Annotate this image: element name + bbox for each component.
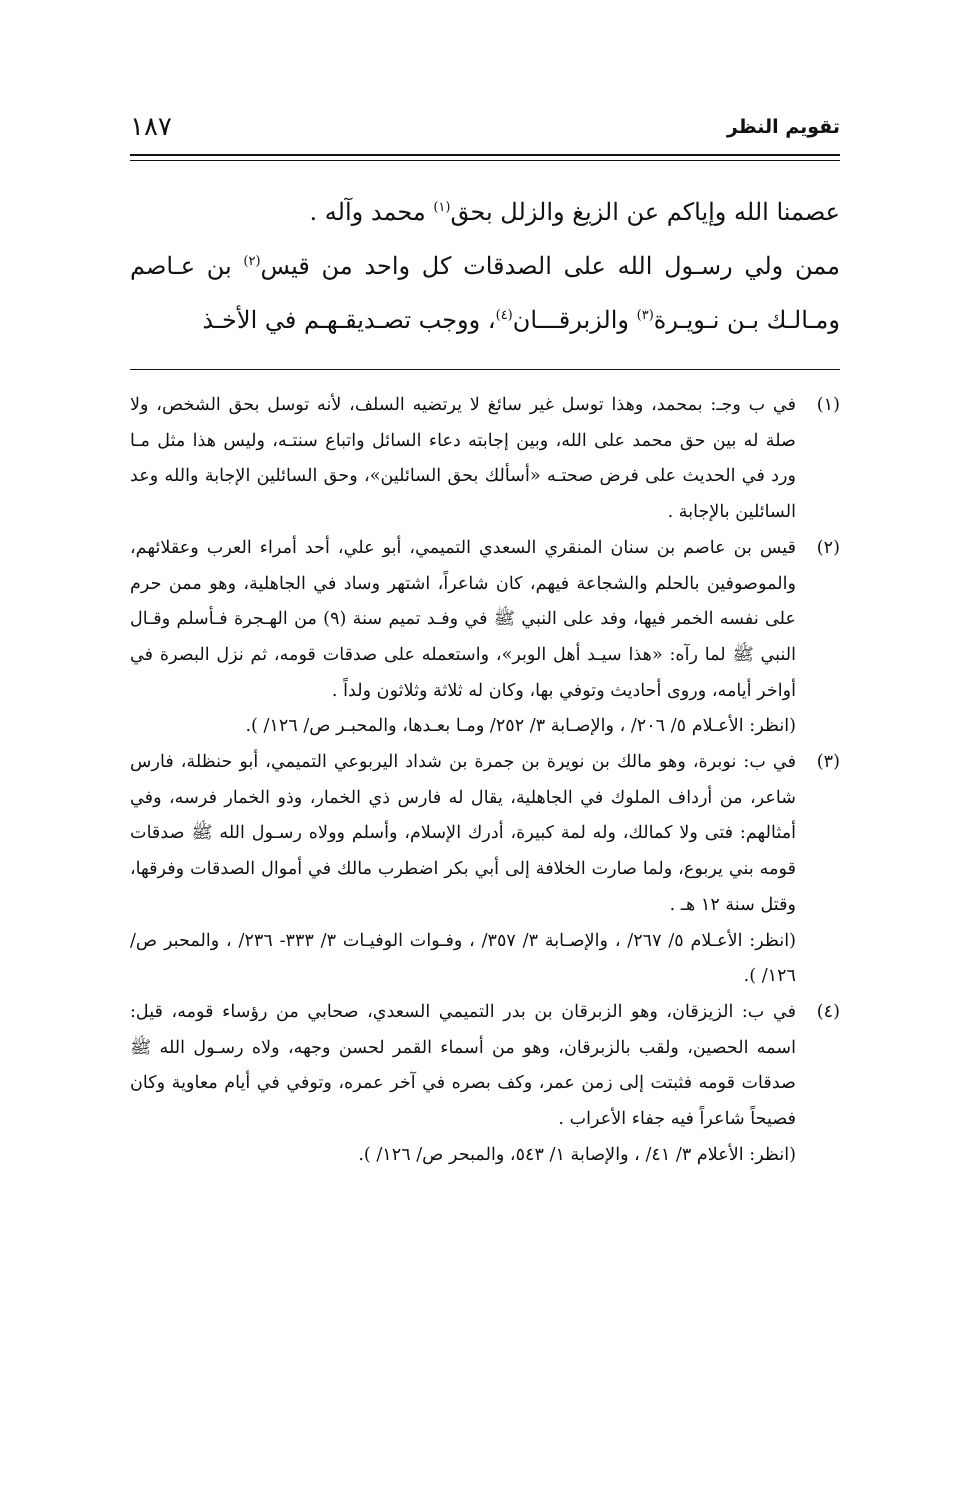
footnote-source: (انظر: الأعلام ٣/ ٤١/ ، والإصابة ١/ ٥٤٣، والمبحر ص/ ١٢٦/ ). <box>358 1144 796 1165</box>
body-line-1: عصمنا الله وإياكم عن الزيغ والزلل بحق$^{(١)}$ محمد وآله . <box>309 198 840 226</box>
footnote-number: (١) <box>816 395 840 415</box>
footnote-number: (٢) <box>816 537 840 558</box>
footnotes <box>130 388 840 1173</box>
footnote-2 <box>130 531 840 745</box>
footnote-4 <box>130 995 840 1174</box>
footnote-text: في ب وجـ: بمحمد، وهذا توسل غير سائغ لا يرتضيه السلف، لأنه توسل بحق الشخص، ولا صلة له بين حق محمد على الله، وبين إجابته دعاء السائل واتباع سنتـه، وليس هذا مثل مـا ورد في الحديث على فرض صحتـه «أسألك بحق السائلين»، وحق السائلين الإجابة والله وعد السائلين بالإجابة . <box>130 395 796 523</box>
footnote-source: (انظر: الأعـلام ٥/ ٢٠٦/ ، والإصـابة ٣/ ٢٥٢/ ومـا بعـدها، والمحبـر ص/ ١٢٦/ ). <box>245 716 796 737</box>
main-text <box>130 185 840 347</box>
footnote-number: (٤) <box>816 1001 840 1022</box>
header-rule <box>130 154 840 156</box>
footnote-text: في ب: الزيزقان، وهو الزبرقان بن بدر التميمي السعدي، صحابي من رؤساء قومه، قيل: اسمه الحصين، ولقب بالزبرقان، وهو من أسماء القمر لحسن وجهه، ولاه رسـول الله ﷺ صدقات قومه فثبتت إلى زمن عمر، وكف بصره في آخر عمره، وتوفي في أيام معاوية وكان فصيحاً شاعراً فيه جفاء الأعراب . <box>130 1001 796 1130</box>
footnote-separator <box>130 369 840 370</box>
footnote-3 <box>130 745 840 995</box>
page-header <box>130 108 840 148</box>
page-number: ١٨٧ <box>130 112 172 142</box>
footnote-1 <box>130 388 840 531</box>
body-paragraph-2: ممن ولي رسـول الله على الصدقات كل واحد من قيس$^{(٢)}$ بن عـاصم ومـالـك بـن نـويـرة$^{(٣)}$ والزبرقـــان$^{(٤)}$، ووجب تصـديقـهـم في الأخـذ <box>130 252 840 334</box>
footnote-text: في ب: نوبرة، وهو مالك بن نويرة بن جمرة بن شداد اليربوعي التميمي، أبو حنظلة، فارس شاعر، من أرداف الملوك في الجاهلية، يقال له فارس ذي الخمار، وذو الخمار فرسه، وفي أمثالهم: فتى ولا كمالك، وله لمة كبيرة، أدرك الإسلام، وأسلم وولاه رسـول الله ﷺ صدقات قومه بني يربوع، ولما صارت الخلافة إلى أبي بكر اضطرب مالك في أموال الصدقات وفرقها، وقتل سنة ١٢ هـ . <box>130 752 796 915</box>
footnote-text: قيس بن عاصم بن سنان المنقري السعدي التميمي، أبو علي، أحد أمراء العرب وعقلائهم، والموصوفين بالحلم والشجاعة فيهم، كان شاعراً، اشتهر وساد في الجاهلية، وهو ممن حرم على نفسه الخمر فيها، وفد على النبي ﷺ في وفـد تميم سنة (٩) من الهـجرة فـأسلم وقـال النبي ﷺ لما رآه: «هذا سيـد أهل الوبر»، واستعمله على صدقات قومه، ثم نزل البصرة في أواخر أيامه، وروى أحاديث وتوفي بها، وكان له ثلاثة وثلاثون ولداً . <box>130 537 796 701</box>
footnote-source: (انظر: الأعـلام ٥/ ٢٦٧/ ، والإصـابة ٣/ ٣٥٧/ ، وفـوات الوفيـات ٣/ ٣٣٣- ٢٣٦/ ، والمحبر ص/ ١٢٦/ ). <box>130 930 796 987</box>
book-page <box>130 108 840 1173</box>
running-title: تقويم النظر <box>726 116 840 138</box>
header-rule-thin <box>130 160 840 161</box>
footnote-ref-2[interactable]: (٢) <box>243 254 261 269</box>
footnote-number: (٣) <box>816 752 840 773</box>
footnote-ref-4[interactable]: (٤) <box>495 308 513 323</box>
footnote-ref-3[interactable]: (٣) <box>636 308 654 323</box>
footnote-ref-1[interactable]: (١) <box>433 200 451 215</box>
